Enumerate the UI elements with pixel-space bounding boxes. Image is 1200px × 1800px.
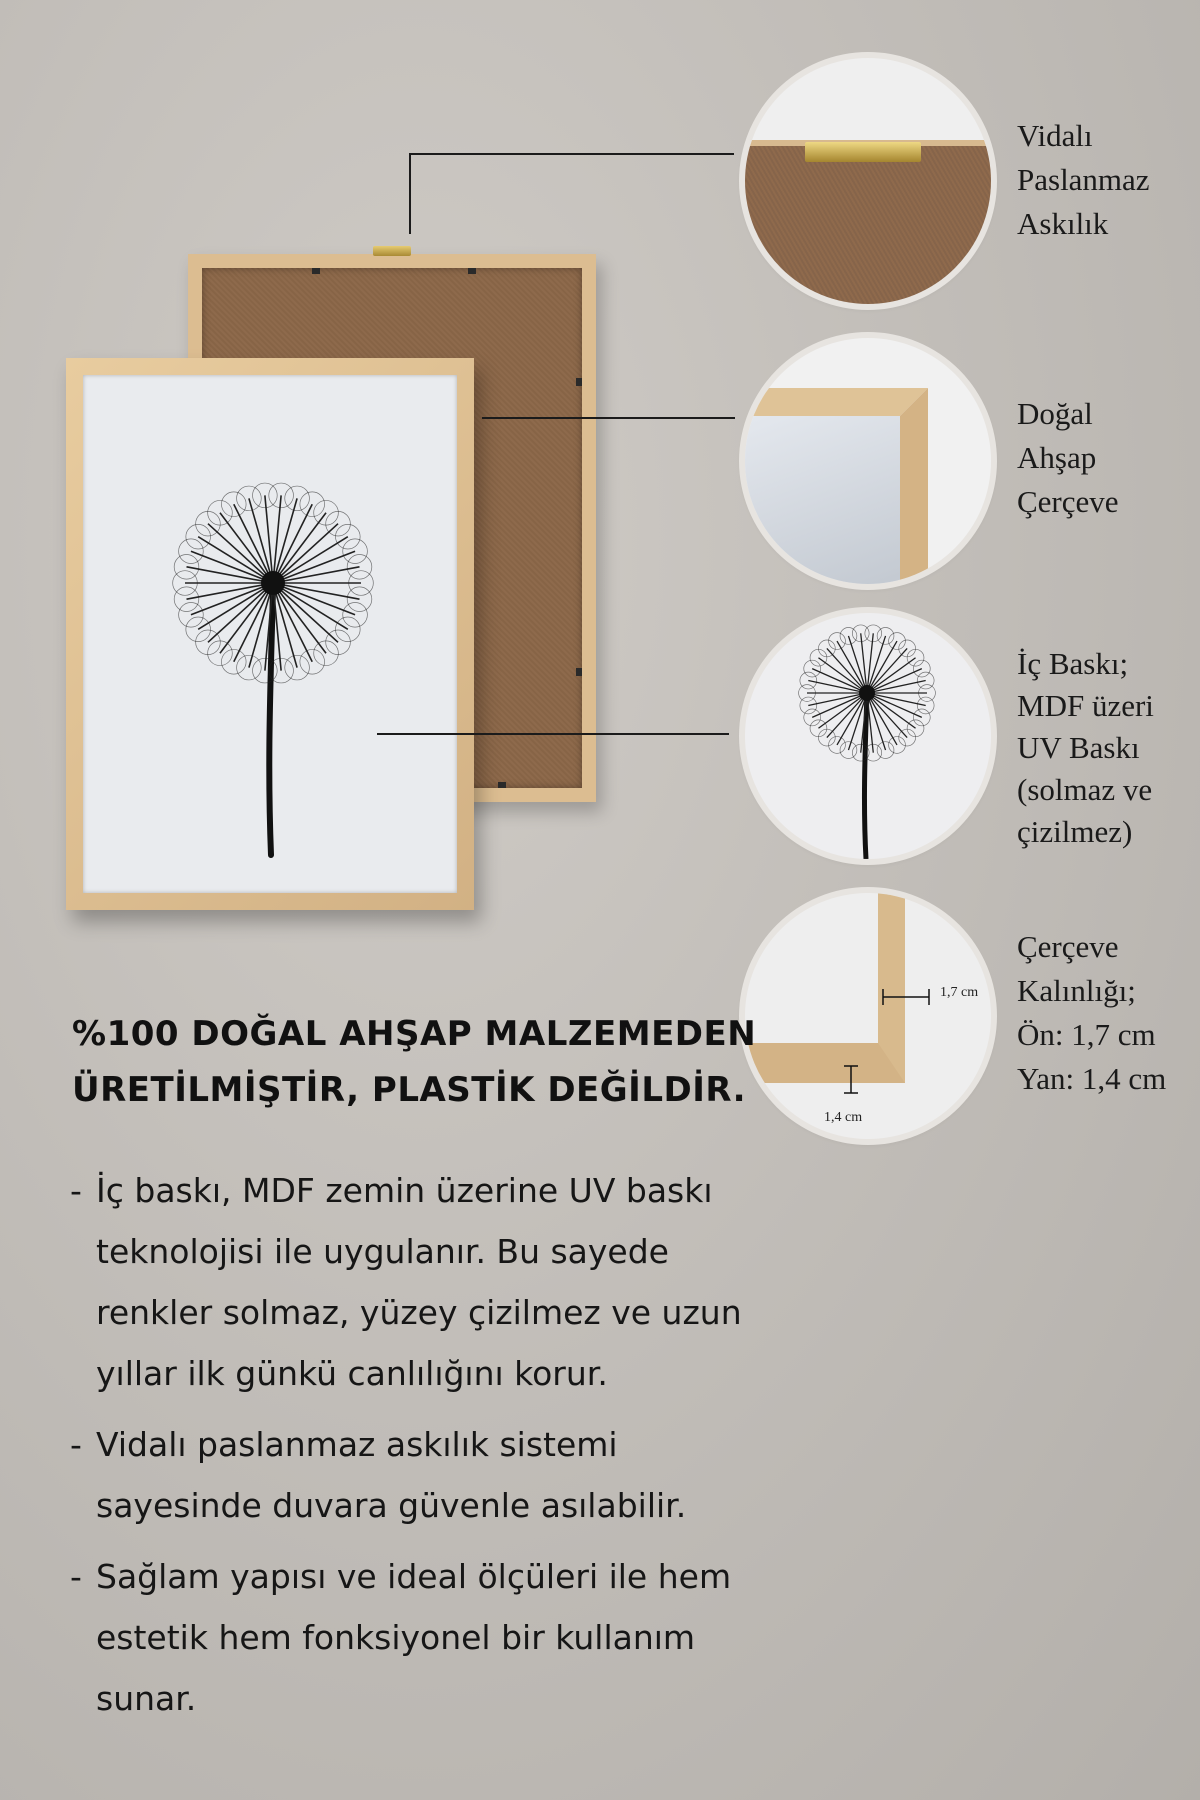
list-item: - Sağlam yapısı ve ideal ölçüleri ile hem estetik hem fonksiyonel bir kullanım sunar. bbox=[68, 1546, 788, 1729]
leader-line-print bbox=[377, 733, 729, 735]
detail-circle-hanger bbox=[745, 58, 991, 304]
brass-hanger bbox=[373, 246, 411, 256]
dandelion-illustration bbox=[745, 613, 991, 859]
dimension-label-front: 1,7 cm bbox=[940, 985, 979, 1000]
detail-circle-thickness bbox=[745, 893, 991, 1139]
callout-thickness: Çerçeve Kalınlığı; Ön: 1,7 cm Yan: 1,4 cm bbox=[1017, 929, 1167, 1096]
detail-circle-wood-frame bbox=[745, 338, 991, 584]
leader-line-hanger bbox=[409, 153, 411, 234]
dandelion-print bbox=[83, 375, 457, 893]
dimension-label-side: 1,4 cm bbox=[824, 1110, 863, 1125]
callout-wood-frame: Doğal Ahşap Çerçeve bbox=[1017, 396, 1119, 519]
callout-hanger: Vidalı Paslanmaz Askılık bbox=[1017, 118, 1150, 241]
leader-line-hanger bbox=[409, 153, 734, 155]
front-frame bbox=[66, 358, 474, 910]
dandelion-illustration bbox=[83, 375, 457, 893]
headline: %100 DOĞAL AHŞAP MALZEMEDEN ÜRETİLMİŞTİR, PLASTİK DEĞİLDİR. bbox=[72, 1014, 757, 1110]
leader-line-frame bbox=[482, 417, 735, 419]
list-item: - İç baskı, MDF zemin üzerine UV baskı teknolojisi ile uygulanır. Bu sayede renkler solmaz, yüzey çizilmez ve uzun yıllar ilk günkü canlılığını korur. bbox=[68, 1160, 788, 1404]
feature-list bbox=[68, 1160, 788, 1739]
list-item: - Vidalı paslanmaz askılık sistemi sayesinde duvara güvenle asılabilir. bbox=[68, 1414, 788, 1536]
detail-circle-print bbox=[745, 613, 991, 859]
callout-print: İç Baskı; MDF üzeri UV Baskı (solmaz ve çizilmez) bbox=[1017, 646, 1154, 849]
brass-hanger bbox=[805, 142, 921, 162]
